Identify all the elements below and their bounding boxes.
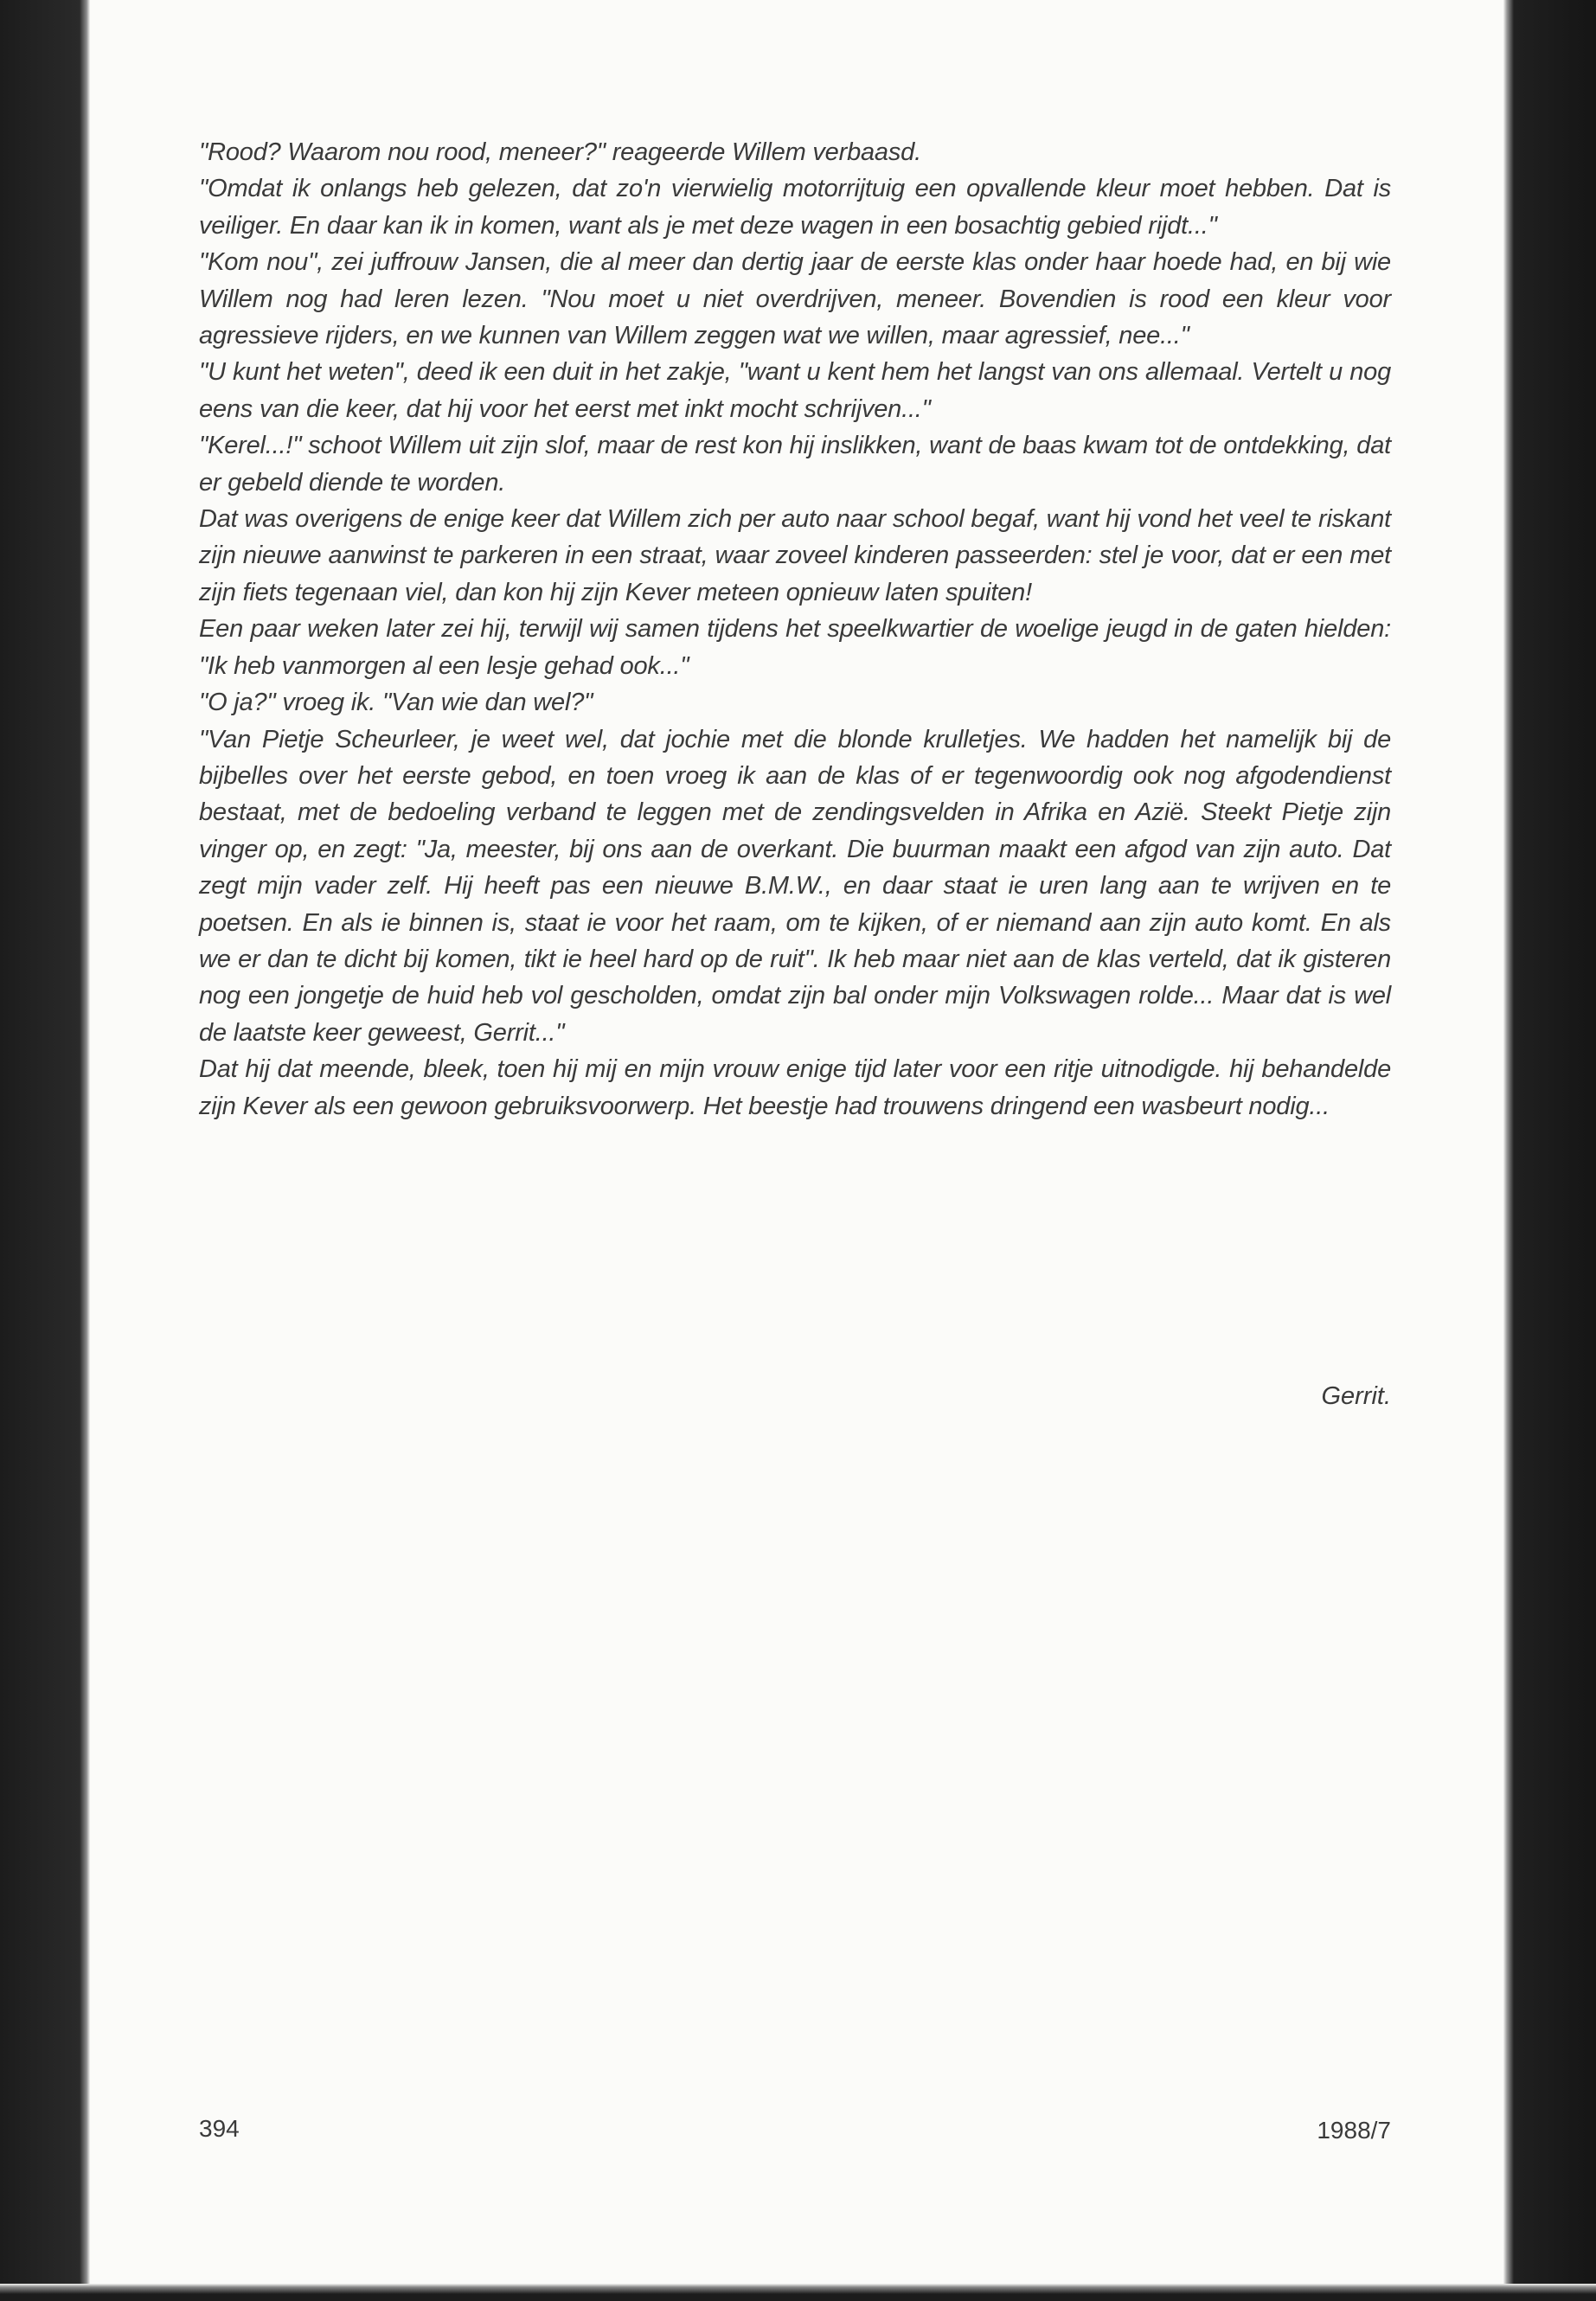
scan-edge-right bbox=[1503, 0, 1596, 2301]
paragraph: "Kerel...!" schoot Willem uit zijn slof, maar de rest kon hij inslikken, want de baas kwam tot de ontdekking, dat er gebeld diende te worden. bbox=[199, 432, 1391, 497]
paragraph: Een paar weken later zei hij, terwijl wij samen tijdens het speelkwartier de woelige jeugd in de gaten hielden: "Ik heb vanmorgen al een lesje gehad ook..." bbox=[199, 615, 1391, 680]
issue-number: 1988/7 bbox=[1317, 2117, 1391, 2144]
scan-edge-bottom bbox=[0, 2284, 1596, 2301]
scan-edge-left bbox=[0, 0, 90, 2301]
paragraph: "Kom nou", zei juffrouw Jansen, die al meer dan dertig jaar de eerste klas onder haar hoede had, en bij wie Willem nog had leren lezen. "Nou moet u niet overdrijven, meneer. Bovendien is rood een kleur voor agressieve rijders, en we kunnen van Willem zeggen wat we willen, maar agressief, nee..." bbox=[199, 248, 1391, 350]
paragraph: "U kunt het weten", deed ik een duit in het zakje, "want u kent hem het langst van ons allemaal. Vertelt u nog eens van die keer, dat hij voor het eerst met inkt mocht schrijven..." bbox=[199, 358, 1391, 423]
paragraph: Dat hij dat meende, bleek, toen hij mij en mijn vrouw enige tijd later voor een ritje uitnodigde. hij behandelde zijn Kever als een gewoon gebruiksvoorwerp. Het beestje had trouwens dringend een wasbeurt nodig... bbox=[199, 1055, 1391, 1120]
author-signature: Gerrit. bbox=[1321, 1382, 1391, 1410]
paragraph: "Omdat ik onlangs heb gelezen, dat zo'n vierwielig motorrijtuig een opvallende kleur moet hebben. Dat is veiliger. En daar kan ik in komen, want als je met deze wagen in een bosachtig gebied rijdt..." bbox=[199, 175, 1391, 240]
paragraph: "Rood? Waarom nou rood, meneer?" reageerde Willem verbaasd. bbox=[199, 138, 921, 166]
paragraph: Dat was overigens de enige keer dat Willem zich per auto naar school begaf, want hij vond het veel te riskant zijn nieuwe aanwinst te parkeren in een straat, waar zoveel kinderen passeerden: stel je voor, dat er een met zijn fiets tegenaan viel, dan kon hij zijn Kever meteen opnieuw laten spuiten! bbox=[199, 505, 1391, 606]
document-page bbox=[90, 0, 1503, 2284]
paragraph: "Van Pietje Scheurleer, je weet wel, dat jochie met die blonde krulletjes. We hadden het namelijk bij de bijbelles over het eerste gebod, en toen vroeg ik aan de klas of er tegenwoordig ook nog afgodendienst bestaat, met de bedoeling verband te leggen met de zendingsvelden in Afrika en Azië. Steekt Pietje zijn vinger op, en zegt: "Ja, meester, bij ons aan de overkant. Die buurman maakt een afgod van zijn auto. Dat zegt mijn vader zelf. Hij heeft pas een nieuwe B.M.W., en daar staat ie uren lang aan te wrijven en te poetsen. En als ie binnen is, staat ie voor het raam, om te kijken, of er niemand aan zijn auto komt. En als we er dan te dicht bij komen, tikt ie heel hard op de ruit". Ik heb maar niet aan de klas verteld, dat ik gisteren nog een jongetje de huid heb vol gescholden, omdat zijn bal onder mijn Volkswagen rolde... Maar dat is wel de laatste keer geweest, Gerrit..." bbox=[199, 725, 1391, 1047]
article-body bbox=[199, 134, 1391, 1125]
page-number: 394 bbox=[199, 2115, 240, 2142]
paragraph: "O ja?" vroeg ik. "Van wie dan wel?" bbox=[199, 689, 593, 717]
